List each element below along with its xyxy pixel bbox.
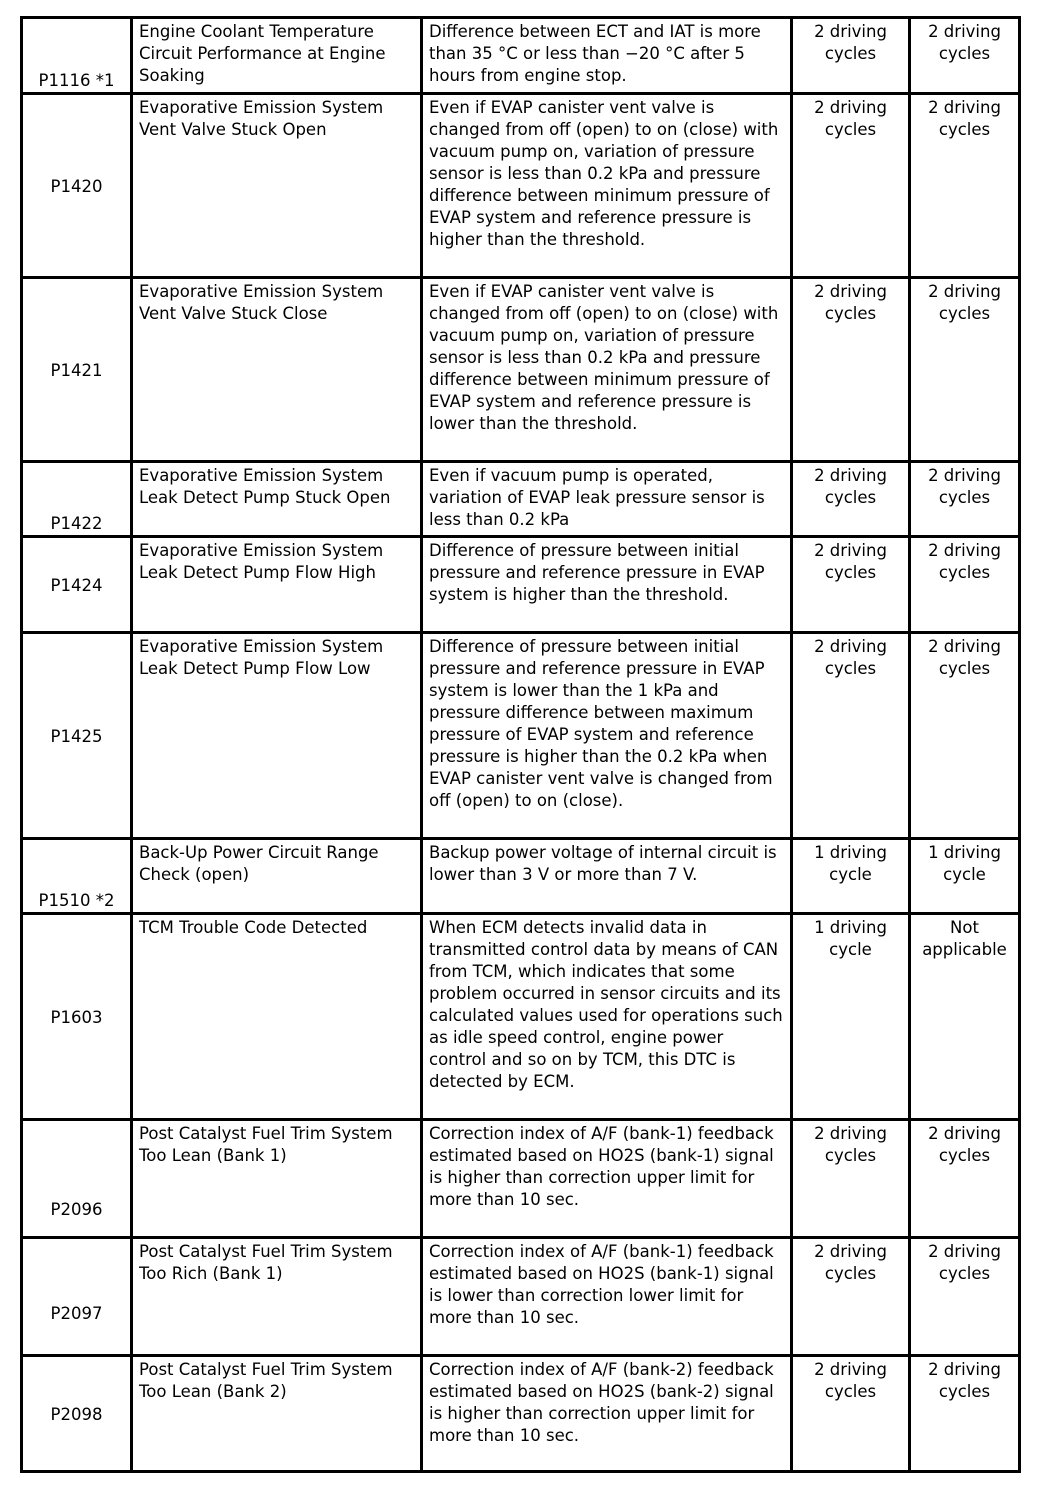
table-row (22, 1238, 1020, 1356)
dtc-col4: 2 driving cycles (792, 1356, 910, 1472)
dtc-code-cell (22, 537, 132, 633)
dtc-name: Evaporative Emission System Leak Detect Pump Flow High (132, 537, 422, 633)
dtc-table (20, 16, 1021, 1473)
dtc-col5: 2 driving cycles (910, 537, 1020, 633)
dtc-code: P1425 (50, 726, 103, 746)
dtc-code-cell (22, 18, 132, 94)
dtc-condition: Difference between ECT and IAT is more than 35 °C or less than −20 °C after 5 hours from engine stop. (422, 18, 792, 94)
dtc-code-cell (22, 839, 132, 914)
dtc-condition: Even if EVAP canister vent valve is changed from off (open) to on (close) with vacuum pump on, variation of pressure sensor is less than 0.2 kPa and pressure difference between minimum pressure of EVAP system and reference pressure is higher than the threshold. (422, 94, 792, 278)
dtc-col4: 2 driving cycles (792, 94, 910, 278)
dtc-code-cell (22, 633, 132, 839)
dtc-condition: Difference of pressure between initial pressure and reference pressure in EVAP system is lower than the 1 kPa and pressure difference between maximum pressure of EVAP system and reference pressure is higher than the 0.2 kPa when EVAP canister vent valve is changed from off (open) to on (close). (422, 633, 792, 839)
dtc-col4: 2 driving cycles (792, 633, 910, 839)
table-row (22, 1356, 1020, 1472)
dtc-name: Evaporative Emission System Vent Valve Stuck Close (132, 278, 422, 462)
dtc-code: P1422 (50, 514, 103, 533)
dtc-code-cell (22, 94, 132, 278)
dtc-col5: 2 driving cycles (910, 18, 1020, 94)
dtc-code-cell (22, 914, 132, 1120)
dtc-code: P2098 (50, 1404, 103, 1424)
dtc-condition: When ECM detects invalid data in transmitted control data by means of CAN from TCM, which indicates that some problem occurred in sensor circuits and its calculated values used for operations such as idle speed control, engine power control and so on by TCM, this DTC is detected by ECM. (422, 914, 792, 1120)
dtc-col5: 2 driving cycles (910, 278, 1020, 462)
table-row (22, 633, 1020, 839)
dtc-col5: 2 driving cycles (910, 462, 1020, 537)
dtc-code: P1420 (50, 176, 103, 196)
dtc-col5: 2 driving cycles (910, 1120, 1020, 1238)
dtc-condition: Correction index of A/F (bank-1) feedback estimated based on HO2S (bank-1) signal is lower than correction lower limit for more than 10 sec. (422, 1238, 792, 1356)
dtc-code: P1603 (50, 1007, 103, 1027)
dtc-condition: Difference of pressure between initial pressure and reference pressure in EVAP system is higher than the threshold. (422, 537, 792, 633)
dtc-col5: 1 driving cycle (910, 839, 1020, 914)
dtc-code: P1116 *1 (38, 71, 115, 90)
dtc-name: Back-Up Power Circuit Range Check (open) (132, 839, 422, 914)
dtc-col4: 2 driving cycles (792, 1120, 910, 1238)
table-row (22, 94, 1020, 278)
dtc-condition: Even if vacuum pump is operated, variation of EVAP leak pressure sensor is less than 0.2 kPa (422, 462, 792, 537)
dtc-col4: 1 driving cycle (792, 839, 910, 914)
dtc-code-cell (22, 1120, 132, 1238)
dtc-name: Post Catalyst Fuel Trim System Too Rich (Bank 1) (132, 1238, 422, 1356)
dtc-condition: Correction index of A/F (bank-2) feedback estimated based on HO2S (bank-2) signal is higher than correction upper limit for more than 10 sec. (422, 1356, 792, 1472)
dtc-col5: 2 driving cycles (910, 1356, 1020, 1472)
dtc-code-cell (22, 278, 132, 462)
dtc-name: Engine Coolant Temperature Circuit Performance at Engine Soaking (132, 18, 422, 94)
dtc-col4: 2 driving cycles (792, 18, 910, 94)
dtc-name: Evaporative Emission System Vent Valve Stuck Open (132, 94, 422, 278)
table-row (22, 537, 1020, 633)
dtc-col4: 2 driving cycles (792, 462, 910, 537)
table-row (22, 462, 1020, 537)
table-row (22, 278, 1020, 462)
dtc-col5: 2 driving cycles (910, 1238, 1020, 1356)
dtc-code-cell (22, 1238, 132, 1356)
dtc-col4: 2 driving cycles (792, 1238, 910, 1356)
dtc-col4: 2 driving cycles (792, 537, 910, 633)
dtc-name: Evaporative Emission System Leak Detect Pump Flow Low (132, 633, 422, 839)
dtc-code: P1421 (50, 360, 103, 380)
dtc-condition: Even if EVAP canister vent valve is changed from off (open) to on (close) with vacuum pump on, variation of pressure sensor is less than 0.2 kPa and pressure difference between minimum pressure of EVAP system and reference pressure is lower than the threshold. (422, 278, 792, 462)
dtc-code: P1510 *2 (38, 891, 115, 910)
dtc-name: TCM Trouble Code Detected (132, 914, 422, 1120)
dtc-code: P2097 (50, 1303, 103, 1323)
dtc-col5: 2 driving cycles (910, 633, 1020, 839)
dtc-name: Post Catalyst Fuel Trim System Too Lean (Bank 1) (132, 1120, 422, 1238)
dtc-code: P1424 (50, 575, 103, 595)
dtc-col5: Not applicable (910, 914, 1020, 1120)
table-row (22, 18, 1020, 94)
dtc-code-cell (22, 1356, 132, 1472)
table-row (22, 1120, 1020, 1238)
dtc-condition: Correction index of A/F (bank-1) feedback estimated based on HO2S (bank-1) signal is higher than correction upper limit for more than 10 sec. (422, 1120, 792, 1238)
dtc-condition: Backup power voltage of internal circuit is lower than 3 V or more than 7 V. (422, 839, 792, 914)
table-row (22, 914, 1020, 1120)
dtc-code: P2096 (50, 1199, 103, 1219)
dtc-name: Post Catalyst Fuel Trim System Too Lean (Bank 2) (132, 1356, 422, 1472)
dtc-col4: 1 driving cycle (792, 914, 910, 1120)
table-row (22, 839, 1020, 914)
dtc-col5: 2 driving cycles (910, 94, 1020, 278)
dtc-name: Evaporative Emission System Leak Detect Pump Stuck Open (132, 462, 422, 537)
dtc-code-cell (22, 462, 132, 537)
dtc-col4: 2 driving cycles (792, 278, 910, 462)
